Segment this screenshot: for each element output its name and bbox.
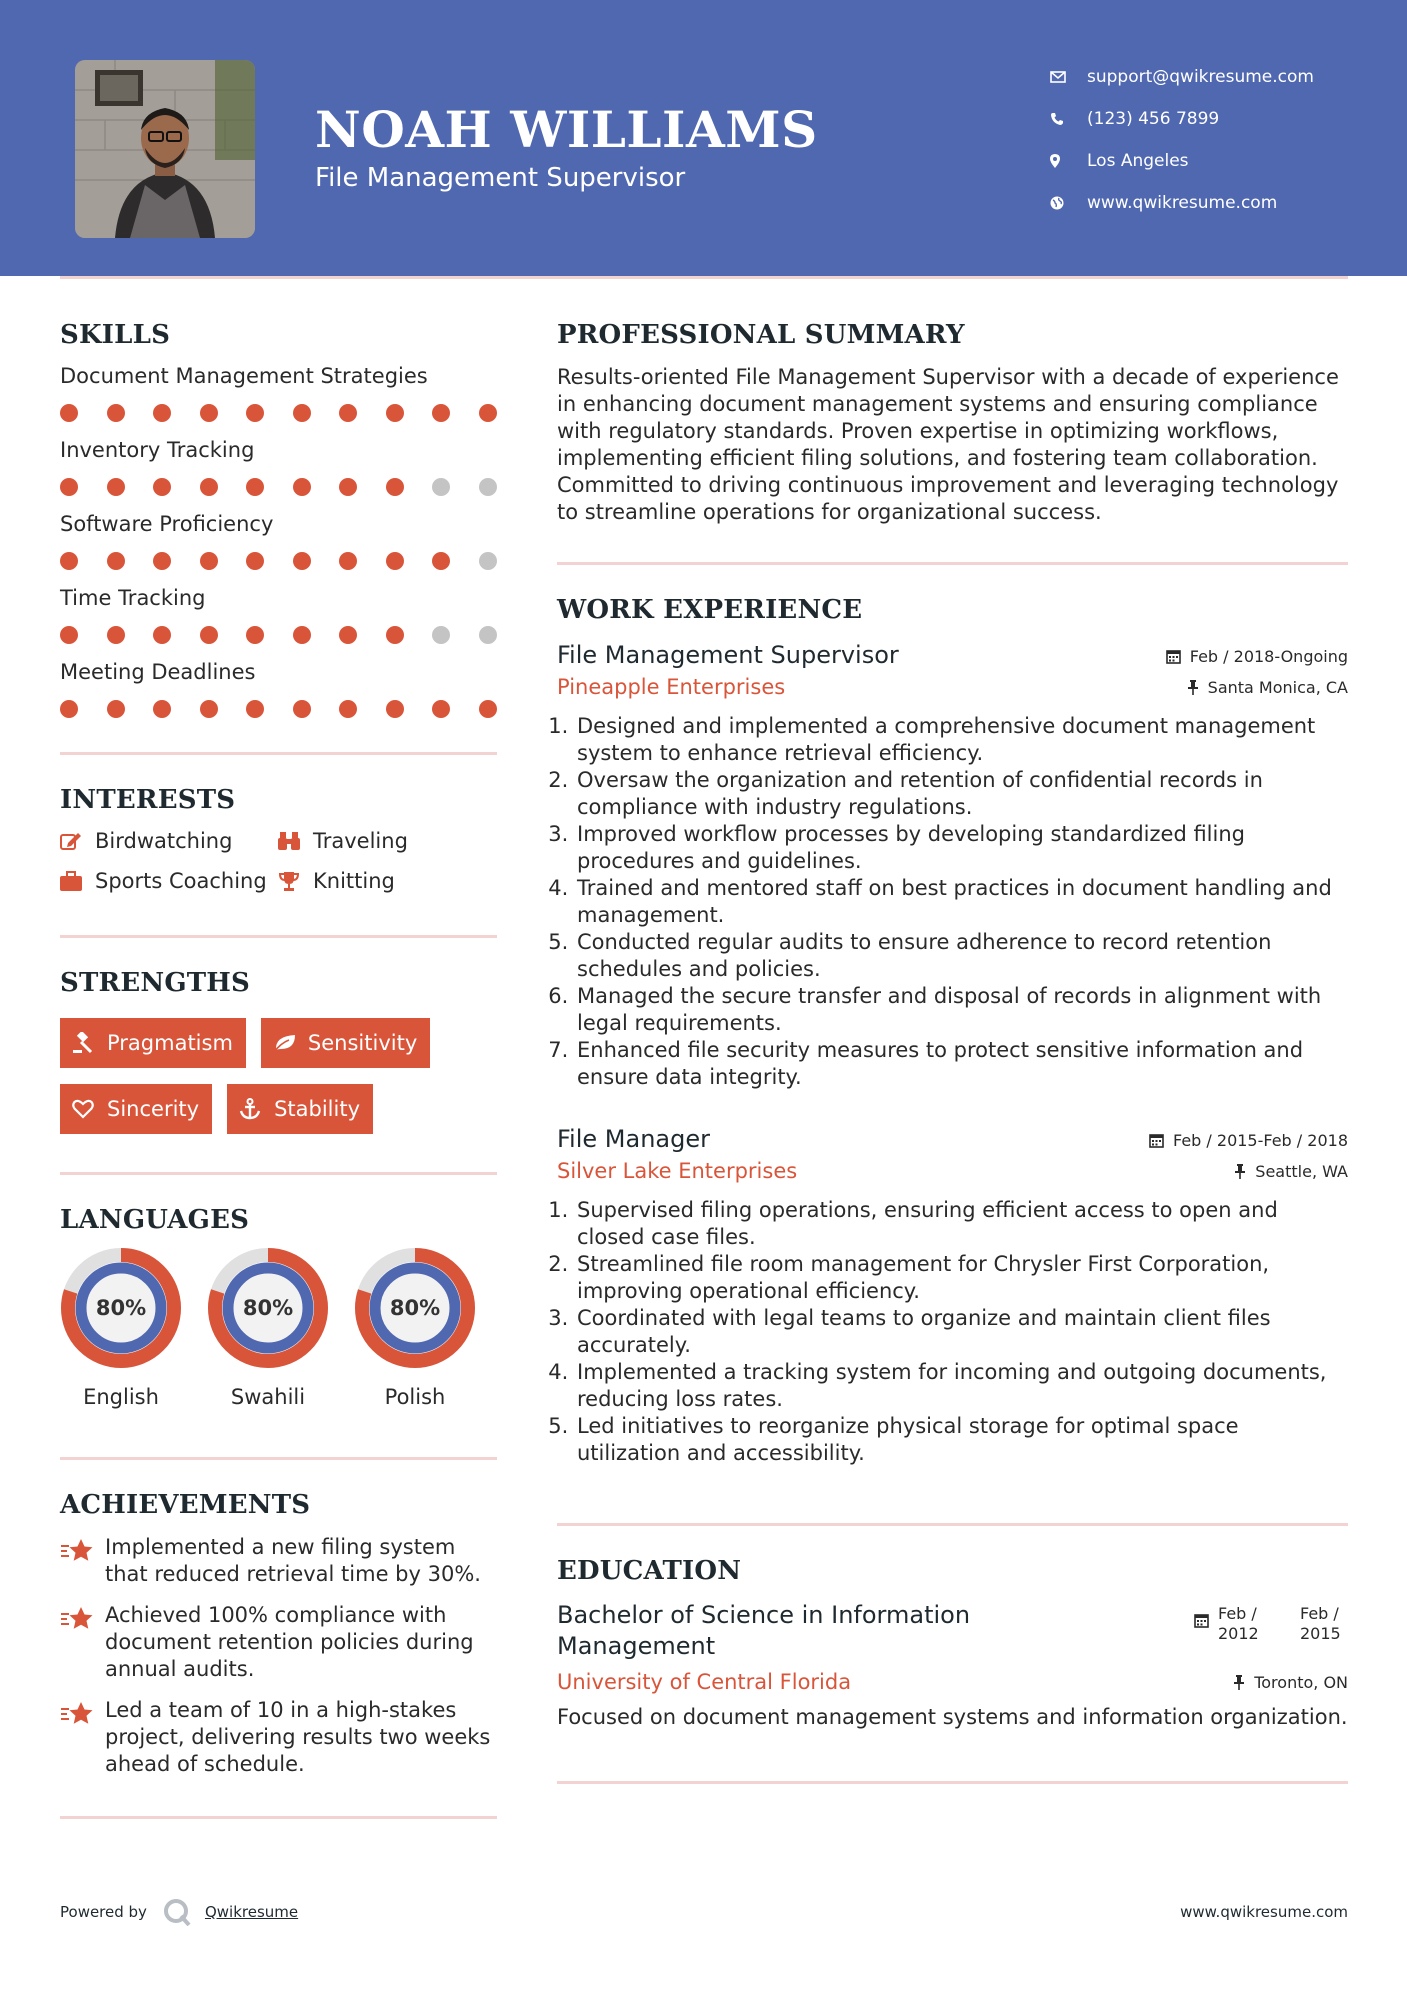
job-bullet: 4. Implemented a tracking system for incoming and outgoing documents, reducing loss rates.: [575, 1359, 1348, 1413]
rating-dot-filled: [200, 626, 218, 644]
achievement-item: [60, 1534, 497, 1588]
summary-text: Results-oriented File Management Supervisor with a decade of experience in enhancing document management systems and ensuring compliance with regulatory standards. Proven expertise in optimizing workflows, implementing efficient filing solutions, and fostering team collaboration. Committed to driving continuous improvement and leveraging technology to streamline operations for organizational success.: [557, 365, 1339, 524]
section-divider: [60, 1172, 497, 1175]
rating-dot-filled: [246, 552, 264, 570]
skill-rating: [60, 700, 497, 720]
skill-rating: [60, 478, 497, 498]
rating-dot-filled: [479, 700, 497, 718]
job-bullet: 1. Designed and implemented a comprehensive document management system to enhance retrieval efficiency.: [575, 713, 1348, 767]
job-head: [557, 641, 1348, 669]
rating-dot-filled: [153, 404, 171, 422]
section-divider: [557, 1523, 1348, 1526]
rating-dot-filled: [246, 626, 264, 644]
anchor-icon: [239, 1098, 274, 1120]
skills-heading: SKILLS: [60, 320, 171, 350]
rating-dot-filled: [200, 700, 218, 718]
map-marker-icon: [1050, 154, 1087, 168]
contact-website[interactable]: [1050, 182, 1314, 224]
rating-dot-empty: [432, 626, 450, 644]
edit-icon: [60, 831, 95, 851]
education-location: [1233, 1673, 1348, 1692]
rating-dot-filled: [386, 478, 404, 496]
trophy-icon: [278, 871, 313, 891]
rating-dot-filled: [339, 626, 357, 644]
achievement-text: Implemented a new filing system that reduced retrieval time by 30%.: [105, 1535, 481, 1586]
achievement-item: [60, 1602, 497, 1683]
strength-tag: [261, 1018, 430, 1068]
education-sub: [557, 1670, 1348, 1694]
job-sub: [557, 1159, 1348, 1183]
job-bullet: 5. Led initiatives to reorganize physical storage for optimal space utilization and accessibility.: [575, 1413, 1348, 1467]
skill-name: Time Tracking: [60, 586, 206, 610]
rating-dot-filled: [60, 478, 78, 496]
job-bullet: 3. Coordinated with legal teams to organize and maintain client files accurately.: [575, 1305, 1348, 1359]
rating-dot-filled: [60, 404, 78, 422]
rating-dot-filled: [200, 404, 218, 422]
star-icon: [60, 1697, 105, 1778]
rating-dot-empty: [479, 626, 497, 644]
pushpin-icon: [1233, 1675, 1245, 1690]
contact-email[interactable]: [1050, 56, 1314, 98]
right-column: [557, 320, 1348, 1784]
job-bullet: 3. Improved workflow processes by developing standardized filing procedures and guidelines.: [575, 821, 1348, 875]
education-date-end: Feb / 2015: [1300, 1604, 1341, 1643]
strengths-list: [60, 1018, 497, 1134]
language-ring: [60, 1247, 182, 1369]
language-ring: [354, 1247, 476, 1369]
rating-dot-filled: [293, 404, 311, 422]
rating-dot-filled: [153, 478, 171, 496]
strength-label: Stability: [274, 1097, 361, 1121]
education-date: [1194, 1604, 1348, 1644]
profile-photo: [75, 60, 255, 238]
education-date-start: Feb / 2012: [1218, 1604, 1259, 1643]
section-divider: [557, 562, 1348, 565]
languages-list: [60, 1247, 497, 1409]
job-location-text: Santa Monica, CA: [1207, 677, 1348, 697]
interest-item: [60, 829, 278, 853]
rating-dot-filled: [386, 552, 404, 570]
education-location-text: Toronto, ON: [1254, 1672, 1348, 1692]
strength-label: Pragmatism: [107, 1031, 233, 1055]
job-date: [1149, 1131, 1348, 1150]
school-name: University of Central Florida: [557, 1670, 852, 1694]
skills-section: [60, 320, 497, 720]
rating-dot-empty: [432, 478, 450, 496]
education-section: [557, 1556, 1348, 1731]
job-head: [557, 1125, 1348, 1153]
job-bullets: [557, 713, 1348, 1091]
gavel-icon: [72, 1032, 107, 1054]
contact-list: [1050, 56, 1314, 224]
rating-dot-filled: [293, 700, 311, 718]
contact-phone[interactable]: [1050, 98, 1314, 140]
rating-dot-filled: [246, 478, 264, 496]
rating-dot-filled: [153, 700, 171, 718]
interest-label: Knitting: [313, 869, 395, 893]
summary-heading: PROFESSIONAL SUMMARY: [557, 320, 965, 350]
job-bullet: 4. Trained and mentored staff on best practices in document handling and management.: [575, 875, 1348, 929]
skill-name: Inventory Tracking: [60, 438, 255, 462]
binoculars-icon: [278, 831, 313, 851]
skill-rating: [60, 626, 497, 646]
rating-dot-filled: [386, 404, 404, 422]
skill-name: Document Management Strategies: [60, 364, 428, 388]
powered-by: [60, 1898, 298, 1926]
achievements-heading: ACHIEVEMENTS: [60, 1490, 311, 1520]
interests-section: [60, 785, 497, 893]
interest-label: Sports Coaching: [95, 869, 267, 893]
job-date-text: Feb / 2015-Feb / 2018: [1173, 1131, 1348, 1150]
rating-dot-filled: [339, 552, 357, 570]
language-item: [60, 1247, 182, 1409]
job-location: [1234, 1162, 1348, 1181]
interest-item: [278, 869, 497, 893]
language-name: Swahili: [230, 1385, 306, 1409]
summary-section: [557, 320, 1348, 526]
achievement-text: Led a team of 10 in a high-stakes project, delivering results two weeks ahead of schedule.: [105, 1698, 491, 1776]
rating-dot-filled: [339, 700, 357, 718]
job-date: [1166, 647, 1348, 666]
interests-list: [60, 829, 497, 893]
job-title: File Management Supervisor: [557, 641, 899, 669]
achievement-item: [60, 1697, 497, 1778]
education-description: Focused on document management systems and information organization.: [557, 1705, 1348, 1729]
jobs-list: [557, 641, 1348, 1467]
education-head: [557, 1600, 1348, 1662]
star-icon: [60, 1602, 105, 1683]
section-divider: [60, 752, 497, 755]
language-level: 80%: [389, 1296, 441, 1320]
resume-header: [0, 0, 1407, 276]
strength-label: Sincerity: [107, 1097, 200, 1121]
rating-dot-filled: [293, 552, 311, 570]
language-level: 80%: [95, 1296, 147, 1320]
language-item: [207, 1247, 329, 1409]
rating-dot-filled: [246, 700, 264, 718]
rating-dot-filled: [432, 700, 450, 718]
job-sub: [557, 675, 1348, 699]
languages-section: [60, 1205, 497, 1409]
skills-list: [60, 364, 497, 720]
rating-dot-filled: [60, 552, 78, 570]
rating-dot-empty: [479, 552, 497, 570]
experience-section: [557, 595, 1348, 1467]
rating-dot-filled: [432, 552, 450, 570]
job-title: File Manager: [557, 1125, 710, 1153]
job-date-text: Feb / 2018-Ongoing: [1189, 647, 1348, 666]
job-bullet: 1. Supervised filing operations, ensuring efficient access to open and closed case files.: [575, 1197, 1348, 1251]
rating-dot-filled: [246, 404, 264, 422]
pushpin-icon: [1187, 680, 1199, 695]
footer-url[interactable]: www.qwikresume.com: [1180, 1903, 1348, 1921]
calendar-icon: [1194, 1613, 1209, 1628]
rating-dot-filled: [479, 404, 497, 422]
achievement-text: Achieved 100% compliance with document retention policies during annual audits.: [105, 1603, 474, 1681]
company-name: Pineapple Enterprises: [557, 675, 786, 699]
rating-dot-filled: [339, 404, 357, 422]
rating-dot-filled: [60, 700, 78, 718]
skill-rating: [60, 404, 497, 424]
job-entry: [557, 641, 1348, 1091]
candidate-name: NOAH WILLIAMS: [315, 100, 818, 159]
interest-label: Traveling: [313, 829, 408, 853]
achievements-list: [60, 1534, 497, 1778]
left-column: [60, 320, 497, 1819]
rating-dot-filled: [107, 700, 125, 718]
rating-dot-filled: [107, 626, 125, 644]
rating-dot-filled: [153, 552, 171, 570]
calendar-icon: [1149, 1133, 1164, 1148]
rating-dot-filled: [107, 404, 125, 422]
languages-heading: LANGUAGES: [60, 1205, 250, 1235]
heart-icon: [72, 1099, 107, 1119]
rating-dot-filled: [60, 626, 78, 644]
contact-location-text: Los Angeles: [1087, 151, 1189, 171]
globe-icon: [1050, 196, 1087, 210]
rating-dot-filled: [293, 478, 311, 496]
language-name: Polish: [384, 1385, 446, 1409]
rating-dot-filled: [200, 478, 218, 496]
contact-website-text: www.qwikresume.com: [1087, 193, 1278, 213]
candidate-title: File Management Supervisor: [315, 163, 686, 193]
job-location-text: Seattle, WA: [1255, 1161, 1348, 1181]
job-bullet: 2. Streamlined file room management for Chrysler First Corporation, improving operational efficiency.: [575, 1251, 1348, 1305]
job-bullet: 5. Conducted regular audits to ensure adherence to record retention schedules and policies.: [575, 929, 1348, 983]
interest-label: Birdwatching: [95, 829, 233, 853]
envelope-icon: [1050, 71, 1087, 83]
experience-heading: WORK EXPERIENCE: [557, 595, 863, 625]
strength-tag: [60, 1084, 212, 1134]
brand-link[interactable]: Qwikresume: [204, 1903, 299, 1921]
strength-label: Sensitivity: [307, 1031, 418, 1055]
section-divider: [60, 1457, 497, 1460]
contact-email-text: support@qwikresume.com: [1087, 67, 1314, 87]
rating-dot-filled: [432, 404, 450, 422]
strengths-section: [60, 968, 497, 1134]
pushpin-icon: [1234, 1164, 1246, 1179]
achievements-section: [60, 1490, 497, 1778]
skill-name: Software Proficiency: [60, 512, 274, 536]
rating-dot-empty: [479, 478, 497, 496]
contact-location: [1050, 140, 1314, 182]
education-heading: EDUCATION: [557, 1556, 742, 1586]
powered-by-label: Powered by: [60, 1903, 147, 1921]
rating-dot-filled: [339, 478, 357, 496]
section-divider: [60, 935, 497, 938]
job-location: [1187, 678, 1348, 697]
interest-item: [60, 869, 278, 893]
strengths-heading: STRENGTHS: [60, 968, 251, 998]
qwikresume-logo-icon: [163, 1898, 191, 1926]
skill-name: Meeting Deadlines: [60, 660, 256, 684]
job-bullet: 7. Enhanced file security measures to protect sensitive information and ensure data integrity.: [575, 1037, 1348, 1091]
calendar-icon: [1166, 649, 1181, 664]
job-bullet: 2. Oversaw the organization and retention of confidential records in compliance with industry regulations.: [575, 767, 1348, 821]
leaf-icon: [273, 1033, 308, 1053]
strength-tag: [227, 1084, 373, 1134]
rating-dot-filled: [107, 552, 125, 570]
rating-dot-filled: [386, 700, 404, 718]
job-bullets: [557, 1197, 1348, 1467]
star-icon: [60, 1534, 105, 1588]
job-bullet: 6. Managed the secure transfer and disposal of records in alignment with legal requirements.: [575, 983, 1348, 1037]
phone-icon: [1050, 112, 1087, 126]
strength-tag: [60, 1018, 246, 1068]
interest-item: [278, 829, 497, 853]
language-item: [354, 1247, 476, 1409]
language-level: 80%: [242, 1296, 294, 1320]
header-divider: [60, 276, 1348, 279]
degree-title: Bachelor of Science in Information Management: [557, 1601, 971, 1660]
language-ring: [207, 1247, 329, 1369]
interests-heading: INTERESTS: [60, 785, 236, 815]
contact-phone-text: (123) 456 7899: [1087, 109, 1220, 129]
rating-dot-filled: [153, 626, 171, 644]
rating-dot-filled: [386, 626, 404, 644]
section-divider: [557, 1781, 1348, 1784]
skill-rating: [60, 552, 497, 572]
footer: [60, 1898, 1348, 1926]
language-name: English: [83, 1385, 159, 1409]
job-entry: [557, 1125, 1348, 1467]
rating-dot-filled: [293, 626, 311, 644]
briefcase-icon: [60, 871, 95, 891]
section-divider: [60, 1816, 497, 1819]
rating-dot-filled: [200, 552, 218, 570]
company-name: Silver Lake Enterprises: [557, 1159, 798, 1183]
rating-dot-filled: [107, 478, 125, 496]
